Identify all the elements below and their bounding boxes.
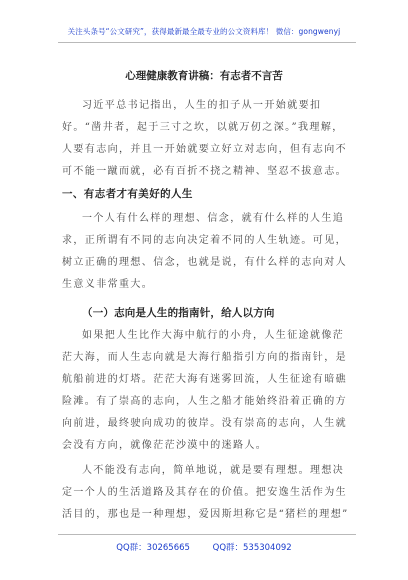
section-1-paragraph: 一个人有什么样的理想、信念，就有什么样的人生追求，正所谓有不同的志向决定着不同的人生轨迹。可见，树立正确的理想、信念，也就是说，有什么样的志向对人生意义非常重大。 <box>62 213 347 290</box>
closing-paragraph: 人不能没有志向，简单地说，就是要有理想。理想决定一个人的生活道路及其存在的价值。把安逸生活作为生活目的，那也是一种理想，爱因斯坦称它是“猪栏的理想” <box>62 465 349 520</box>
footer-qq-group-1: QQ群：30265665 <box>116 543 190 553</box>
footer-contacts <box>0 541 408 553</box>
document-title: 心理健康教育讲稿：有志者不言苦 <box>125 70 283 82</box>
subsection-1-paragraph: 如果把人生比作大海中航行的小舟，人生征途就像茫茫大海，而人生志向就是大海行船指引方向的指南针，是航船前进的灯塔。茫茫大海有迷雾回流，人生征途有暗礁险滩。有了崇高的志向，人生之船才能始终沿着正确的方向前进，最终驶向成功的彼岸。没有崇高的志向，人生就会没有方向，就像茫茫沙漠中的迷路人。 <box>62 330 347 451</box>
header-banner: 关注头条号“公文研究”，获得最新最全最专业的公文资料库！ 微信：gongwenyj <box>67 27 341 36</box>
subsection-1-heading: （一）志向是人生的指南针，给人以方向 <box>82 307 275 319</box>
footer-rule <box>58 534 356 535</box>
intro-paragraph: 习近平总书记指出，人生的扣子从一开始就要扣好。“凿井者，起于三寸之坎，以就万仞之深。”我理解，人要有志向，并且一开始就要立好立对志向，但有志向不可不能一蹴而就，必有百折不挠之精神、坚忍不拔意志。 <box>62 100 347 177</box>
section-1-heading: 一、有志者才有美好的人生 <box>62 188 193 200</box>
header-rule <box>58 42 356 43</box>
footer-qq-group-2: QQ群：535304092 <box>212 543 292 553</box>
